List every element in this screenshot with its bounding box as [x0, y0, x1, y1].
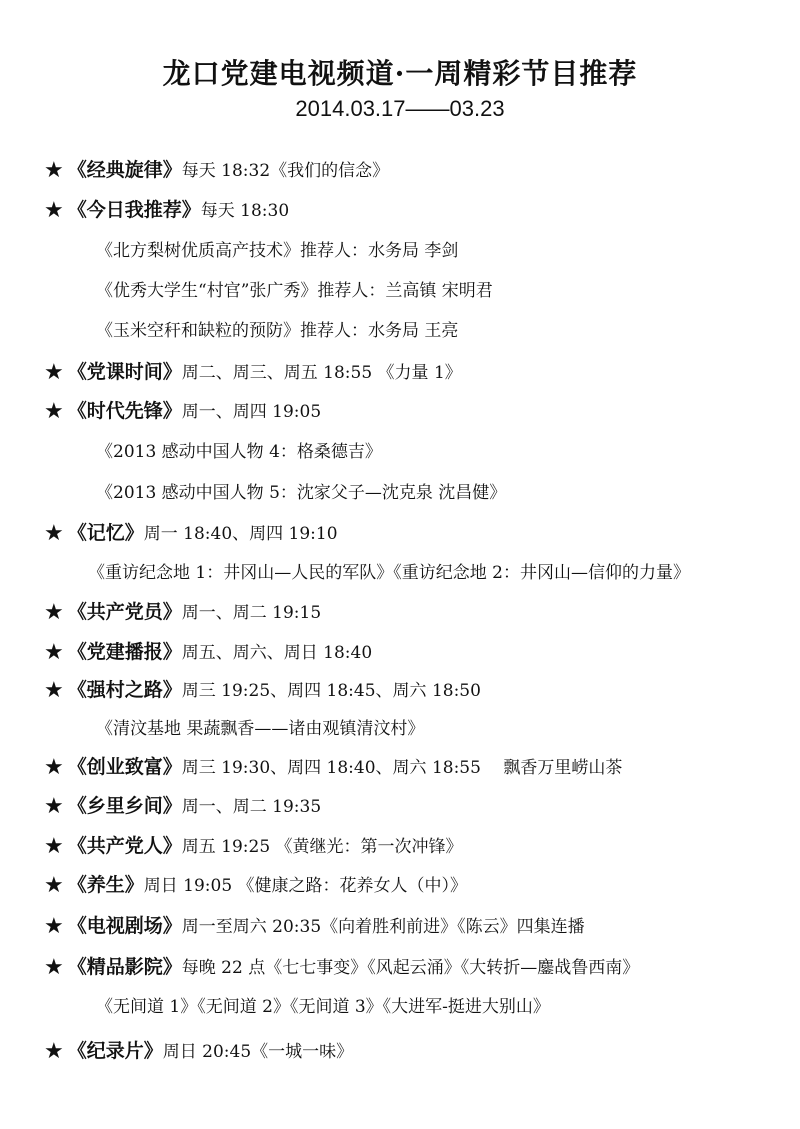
program-name: 《电视剧场》	[67, 915, 182, 937]
star-icon: ★	[44, 834, 64, 859]
program-schedule: 周一、周二 19:35	[181, 797, 322, 817]
program-entry	[44, 835, 463, 858]
program-name: 《共产党员》	[67, 601, 182, 623]
program-entry	[44, 601, 321, 624]
program-schedule: 周三 19:25、周四 18:45、周六 18:50	[181, 681, 481, 701]
page-title: 龙口党建电视频道·一周精彩节目推荐	[162, 57, 638, 90]
program-detail: 《玉米空秆和缺粒的预防》推荐人：水务局 王亮	[96, 321, 459, 341]
program-schedule: 周一、周四 19:05	[181, 402, 322, 422]
program-entry	[44, 956, 639, 979]
star-icon: ★	[44, 678, 64, 703]
program-schedule: 周一至周六 20:35《向着胜利前进》《陈云》四集连播	[181, 917, 585, 937]
program-schedule: 每天 18:32《我们的信念》	[181, 161, 390, 181]
program-detail: 《无间道 1》《无间道 2》《无间道 3》《大进军-挺进大别山》	[96, 997, 550, 1017]
star-icon: ★	[44, 360, 64, 385]
star-icon: ★	[44, 158, 64, 183]
program-entry	[44, 679, 481, 702]
star-icon: ★	[44, 600, 64, 625]
program-schedule: 每晚 22 点《七七事变》《风起云涌》《大转折—鏖战鲁西南》	[181, 958, 640, 978]
program-entry	[44, 915, 585, 938]
program-schedule: 每天 18:30	[200, 201, 290, 221]
star-icon: ★	[44, 640, 64, 665]
program-name: 《共产党人》	[67, 835, 182, 857]
star-icon: ★	[44, 521, 64, 546]
program-name: 《创业致富》	[67, 756, 182, 778]
program-entry	[44, 199, 289, 222]
star-icon: ★	[44, 1039, 64, 1064]
program-schedule: 周三 19:30、周四 18:40、周六 18:55 飘香万里崂山茶	[181, 758, 623, 778]
program-entry	[44, 641, 372, 664]
program-entry	[44, 400, 321, 423]
star-icon: ★	[44, 955, 64, 980]
date-range: 2014.03.17——03.23	[295, 96, 505, 121]
program-name: 《精品影院》	[67, 956, 182, 978]
program-name: 《记忆》	[67, 522, 144, 544]
program-detail: 《2013 感动中国人物 4：格桑德吉》	[96, 442, 382, 462]
program-name: 《经典旋律》	[67, 159, 182, 181]
program-name: 《纪录片》	[67, 1040, 163, 1062]
program-entry	[44, 1040, 353, 1063]
program-entry	[44, 874, 467, 897]
program-detail: 《清汶基地 果蔬飘香——诸由观镇清汶村》	[96, 719, 425, 739]
program-name: 《党建播报》	[67, 641, 182, 663]
program-name: 《强村之路》	[67, 679, 182, 701]
program-schedule: 周一 18:40、周四 19:10	[143, 524, 338, 544]
program-detail: 《2013 感动中国人物 5：沈家父子—沈克泉 沈昌健》	[96, 483, 507, 503]
program-schedule: 周日 20:45《一城一味》	[162, 1042, 354, 1062]
program-schedule: 周五 19:25 《黄继光：第一次冲锋》	[181, 837, 463, 857]
program-entry	[44, 756, 622, 779]
star-icon: ★	[44, 873, 64, 898]
star-icon: ★	[44, 755, 64, 780]
program-entry	[44, 361, 462, 384]
program-name: 《养生》	[67, 874, 144, 896]
program-schedule: 周五、周六、周日 18:40	[181, 643, 373, 663]
program-name: 《党课时间》	[67, 361, 182, 383]
star-icon: ★	[44, 914, 64, 939]
program-name: 《今日我推荐》	[67, 199, 201, 221]
program-schedule: 周二、周三、周五 18:55 《力量 1》	[181, 363, 462, 383]
star-icon: ★	[44, 399, 64, 424]
star-icon: ★	[44, 794, 64, 819]
program-name: 《时代先锋》	[67, 400, 182, 422]
program-detail: 《重访纪念地 1：井冈山—人民的军队》《重访纪念地 2：井冈山—信仰的力量》	[88, 563, 690, 583]
program-detail: 《北方梨树优质高产技术》推荐人：水务局 李剑	[96, 241, 459, 261]
program-schedule: 周一、周二 19:15	[181, 603, 322, 623]
program-entry	[44, 795, 321, 818]
program-schedule: 周日 19:05 《健康之路：花养女人（中）》	[143, 876, 468, 896]
star-icon: ★	[44, 198, 64, 223]
program-entry	[44, 159, 389, 182]
program-detail: 《优秀大学生“村官”张广秀》推荐人：兰高镇 宋明君	[96, 281, 493, 301]
program-name: 《乡里乡间》	[67, 795, 182, 817]
program-entry	[44, 522, 338, 545]
